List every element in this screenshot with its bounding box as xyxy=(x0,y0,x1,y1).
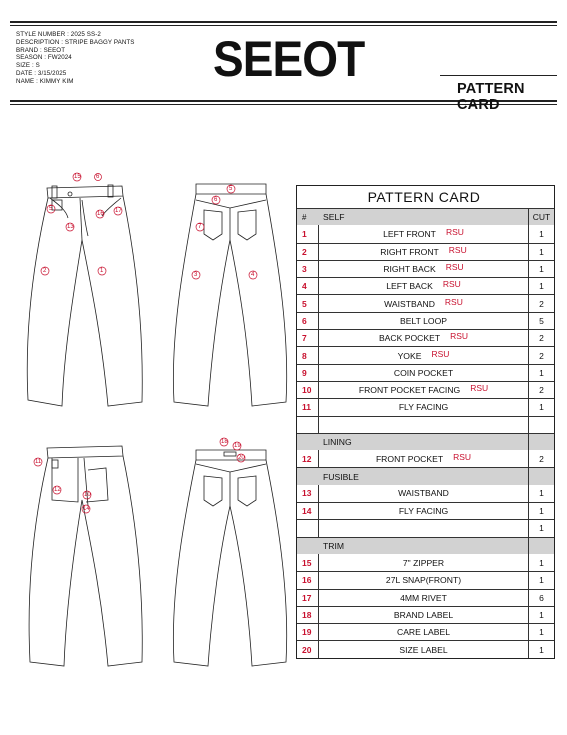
callout-label: 14 xyxy=(83,506,90,512)
section-trim xyxy=(297,537,554,554)
cut-count: 2 xyxy=(539,385,544,396)
piece-name: RIGHT BACK xyxy=(383,264,436,275)
piece-name: WAISTBAND xyxy=(398,488,449,499)
cut-count: 1 xyxy=(539,557,544,568)
row-number: 2 xyxy=(297,244,319,260)
season: SEASON : FW2024 xyxy=(16,54,72,62)
table-row xyxy=(297,277,554,294)
cut-count: 1 xyxy=(539,575,544,586)
cut-count: 1 xyxy=(539,367,544,378)
piece-name-cell xyxy=(319,347,529,363)
card-title: PATTERN CARD xyxy=(457,81,525,113)
piece-name-cell xyxy=(319,485,529,502)
cut-count: 1 xyxy=(539,609,544,620)
piece-name: LEFT FRONT xyxy=(383,228,436,239)
table-row xyxy=(297,640,554,657)
rsu-tag: RSU xyxy=(453,451,472,462)
table-row xyxy=(297,381,554,398)
row-number: 7 xyxy=(297,330,319,346)
row-number: 19 xyxy=(297,624,319,640)
row-number: 16 xyxy=(297,572,319,588)
row-number: 3 xyxy=(297,261,319,277)
pattern-card-table xyxy=(296,185,555,659)
callout-label: 5 xyxy=(229,186,233,192)
cut-count: 1 xyxy=(539,402,544,413)
cut-count xyxy=(529,417,554,433)
callout-label: 15 xyxy=(74,174,81,180)
section-trim-rows xyxy=(297,554,554,658)
table-row xyxy=(297,260,554,277)
cut-count: 2 xyxy=(539,453,544,464)
piece-name-cell xyxy=(319,313,529,329)
callout-label: 1 xyxy=(100,268,104,274)
rsu-tag: RSU xyxy=(431,348,450,359)
piece-name: 4MM RIVET xyxy=(400,592,447,603)
cut-count: 1 xyxy=(539,488,544,499)
row-number: 5 xyxy=(297,295,319,311)
row-number: 18 xyxy=(297,607,319,623)
table-row xyxy=(297,519,554,536)
cut-count: 1 xyxy=(539,644,544,655)
size: SIZE : S xyxy=(16,62,40,70)
piece-name-cell xyxy=(319,641,529,657)
callout-label: 16 xyxy=(97,211,104,217)
table-row xyxy=(297,485,554,502)
section-fusible xyxy=(297,467,554,484)
callout-label: 6 xyxy=(214,197,218,203)
callout-label: 13 xyxy=(67,224,74,230)
table-row xyxy=(297,364,554,381)
piece-name-cell xyxy=(319,590,529,606)
style-number: STYLE NUMBER : 2025 SS-2 xyxy=(16,31,101,38)
piece-name-cell xyxy=(319,624,529,640)
piece-name-cell xyxy=(319,503,529,519)
piece-name-cell xyxy=(319,450,529,467)
cut-count: 1 xyxy=(539,506,544,517)
cut-count: 6 xyxy=(539,592,544,603)
cut-count: 1 xyxy=(539,246,544,257)
section-name: LINING xyxy=(323,437,352,447)
callout-label: 4 xyxy=(251,272,255,278)
rsu-tag: RSU xyxy=(442,279,461,290)
brand-line: BRAND : SEEOT xyxy=(16,46,66,54)
cut-count: 1 xyxy=(539,264,544,275)
table-row xyxy=(297,329,554,346)
table-title-row xyxy=(297,186,554,208)
cut-count: 2 xyxy=(539,350,544,361)
cut-count: 1 xyxy=(539,523,544,534)
row-number: 20 xyxy=(297,641,319,657)
row-number: 9 xyxy=(297,365,319,381)
piece-name-cell xyxy=(319,330,529,346)
section-fusible-rows xyxy=(297,485,554,537)
section-name: FUSIBLE xyxy=(323,471,359,482)
callout-label: 18 xyxy=(221,439,228,445)
cut-count: 2 xyxy=(539,333,544,344)
top-rule-thin xyxy=(10,25,557,26)
callout-markers xyxy=(0,160,300,680)
piece-name: FLY FACING xyxy=(398,402,449,413)
cut-count: 5 xyxy=(539,315,544,326)
cut-count: 1 xyxy=(539,281,544,292)
brand-logo: SEEOT xyxy=(213,31,365,87)
table-row xyxy=(297,225,554,242)
piece-name: 27L SNAP(FRONT) xyxy=(385,575,462,586)
designer-name: NAME : KIMMY KIM xyxy=(16,77,74,85)
piece-name: BRAND LABEL xyxy=(393,609,454,620)
row-number: 8 xyxy=(297,347,319,363)
section-lining-rows xyxy=(297,450,554,467)
piece-name-cell xyxy=(319,261,529,277)
rsu-tag: RSU xyxy=(444,296,463,307)
piece-name: FRONT POCKET xyxy=(375,453,444,464)
piece-name-cell xyxy=(319,278,529,294)
section-lining xyxy=(297,433,554,450)
row-number: 6 xyxy=(297,313,319,329)
piece-name: FLY FACING xyxy=(398,506,449,517)
table-row xyxy=(297,554,554,571)
piece-name: 7" ZIPPER xyxy=(402,557,445,568)
table-row xyxy=(297,502,554,519)
piece-name: YOKE xyxy=(397,350,422,361)
table-row xyxy=(297,450,554,467)
row-number: 13 xyxy=(297,485,319,502)
callout-label: 10 xyxy=(84,492,91,498)
piece-name: BELT LOOP xyxy=(400,315,447,326)
card-title-rule xyxy=(440,75,557,76)
row-number: 15 xyxy=(297,554,319,571)
piece-name: LEFT BACK xyxy=(386,281,433,292)
table-row xyxy=(297,416,554,433)
piece-name: BACK POCKET xyxy=(378,333,441,344)
row-number: 11 xyxy=(297,399,319,415)
table-row xyxy=(297,294,554,311)
row-number: 4 xyxy=(297,278,319,294)
callout-label: 20 xyxy=(238,455,245,461)
table-row xyxy=(297,346,554,363)
piece-name-cell xyxy=(319,607,529,623)
table-row xyxy=(297,398,554,415)
row-number xyxy=(297,417,319,433)
style-info xyxy=(16,31,135,86)
table-row xyxy=(297,606,554,623)
piece-name: CARE LABEL xyxy=(396,627,451,638)
piece-name-cell xyxy=(319,382,529,398)
piece-name-cell xyxy=(319,295,529,311)
piece-name-cell xyxy=(319,225,529,242)
row-number: 17 xyxy=(297,590,319,606)
callout-label: 6 xyxy=(96,174,100,180)
piece-name-cell xyxy=(319,244,529,260)
piece-name: FRONT POCKET FACING xyxy=(358,385,461,396)
rsu-tag: RSU xyxy=(470,383,489,394)
cut-count: 2 xyxy=(539,298,544,309)
section-self-rows xyxy=(297,225,554,433)
callout-label: 19 xyxy=(234,443,241,449)
row-number: 1 xyxy=(297,225,319,242)
table-row xyxy=(297,312,554,329)
row-number xyxy=(297,520,319,536)
table-row xyxy=(297,571,554,588)
piece-name-cell xyxy=(319,399,529,415)
top-rule xyxy=(10,21,557,23)
piece-name: WAISTBAND xyxy=(384,298,435,309)
piece-name-cell xyxy=(319,417,529,433)
piece-name-cell xyxy=(319,365,529,381)
cut-count: 1 xyxy=(539,627,544,638)
rsu-tag: RSU xyxy=(445,226,464,237)
table-row xyxy=(297,623,554,640)
date: DATE : 3/15/2025 xyxy=(16,69,67,77)
table-row xyxy=(297,589,554,606)
rsu-tag: RSU xyxy=(448,244,467,255)
piece-name: COIN POCKET xyxy=(393,367,454,378)
col-num-header: # xyxy=(302,212,307,222)
table-title: PATTERN CARD xyxy=(367,189,481,205)
callout-label: 5 xyxy=(49,206,53,212)
callout-label: 11 xyxy=(35,459,42,465)
col-cut-header: CUT xyxy=(528,209,554,225)
callout-label: 17 xyxy=(115,208,122,214)
section-name: TRIM xyxy=(323,540,345,551)
cut-count: 1 xyxy=(539,228,544,239)
rsu-tag: RSU xyxy=(450,331,469,342)
callout-label: 3 xyxy=(194,272,198,278)
piece-name-cell xyxy=(319,520,529,536)
piece-name: SIZE LABEL xyxy=(399,644,448,655)
callout-label: 12 xyxy=(54,487,61,493)
row-number: 10 xyxy=(297,382,319,398)
row-number: 14 xyxy=(297,503,319,519)
piece-name-cell xyxy=(319,572,529,588)
callout-label: 7 xyxy=(198,224,202,230)
piece-name-cell xyxy=(319,554,529,571)
description: DESCRIPTION : STRIPE BAGGY PANTS xyxy=(16,38,135,46)
table-row xyxy=(297,243,554,260)
callout-label: 2 xyxy=(43,268,47,274)
rsu-tag: RSU xyxy=(445,262,464,273)
section-self xyxy=(297,208,554,225)
section-name: SELF xyxy=(323,212,345,223)
piece-name: RIGHT FRONT xyxy=(380,246,439,257)
row-number: 12 xyxy=(297,450,319,467)
